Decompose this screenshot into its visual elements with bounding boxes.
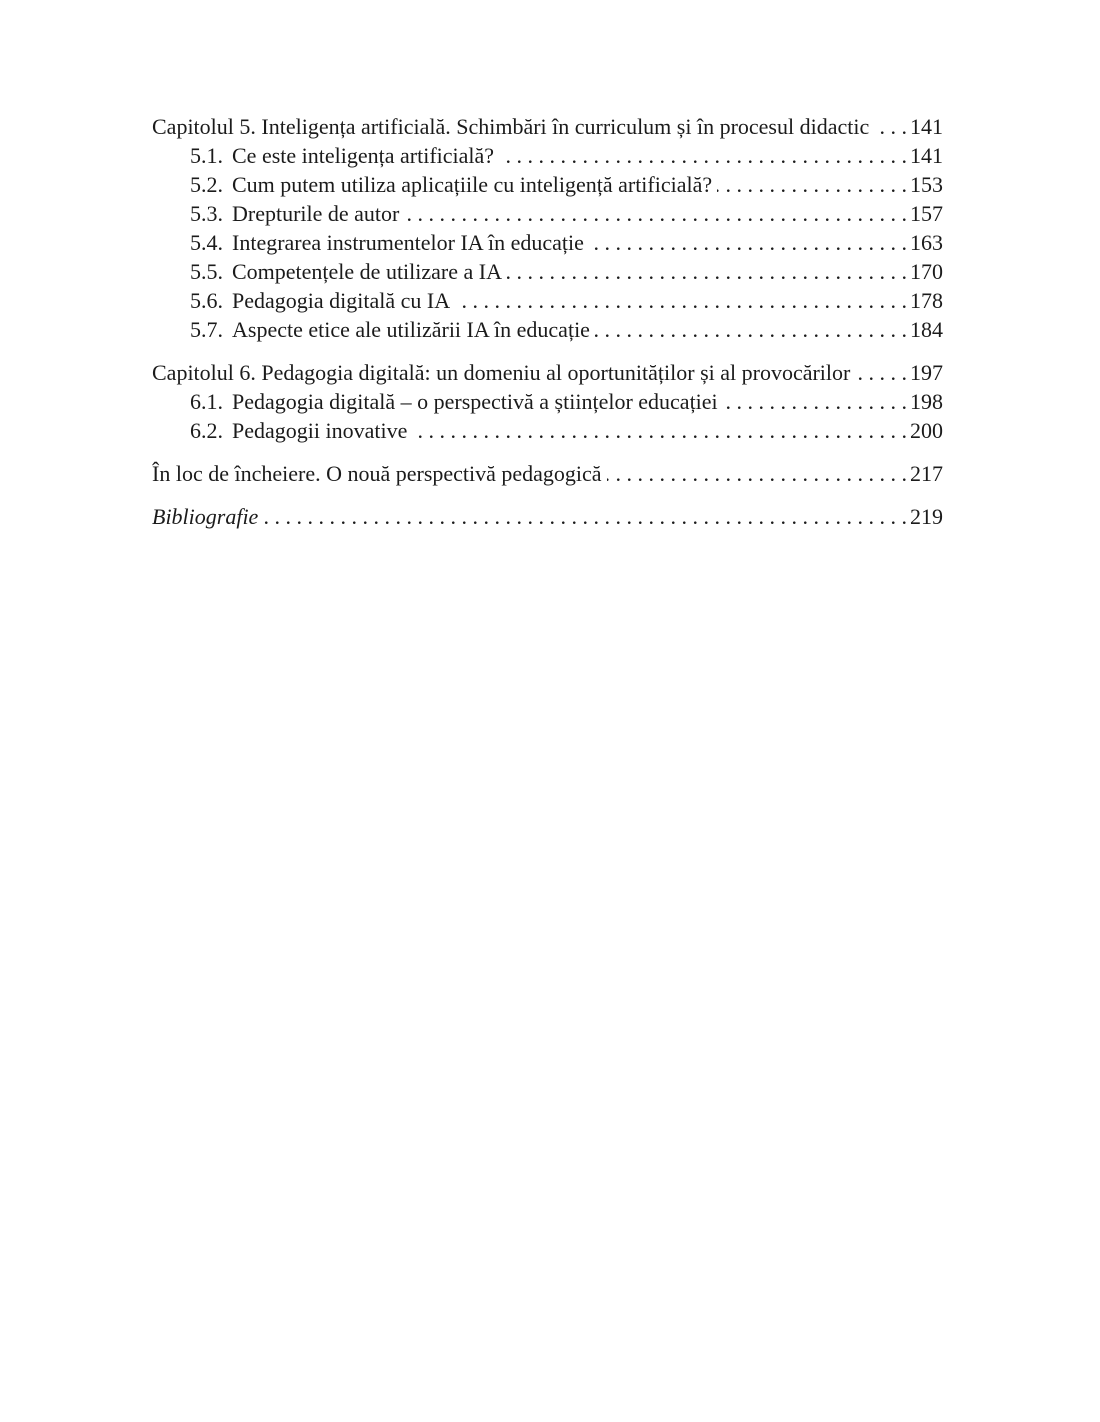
toc-leader-dots bbox=[595, 315, 907, 344]
toc-section-row bbox=[152, 199, 943, 228]
toc-leader-dots bbox=[499, 141, 907, 170]
toc-leader-dots bbox=[404, 199, 907, 228]
toc-entry-number: 5.5. bbox=[190, 259, 223, 284]
toc-entry-number: 5.3. bbox=[190, 201, 223, 226]
toc-entry-page: 219 bbox=[910, 504, 943, 529]
toc-entry-page: 163 bbox=[910, 230, 943, 255]
toc-entry-number: 6.2. bbox=[190, 418, 223, 443]
toc-entry-page: 141 bbox=[910, 143, 943, 168]
toc-chapter-row bbox=[152, 112, 943, 141]
toc-leader-dots bbox=[412, 416, 907, 445]
toc-entry-page: 200 bbox=[910, 418, 943, 443]
toc-leader-dots bbox=[263, 502, 907, 531]
toc-leader-dots bbox=[855, 358, 907, 387]
toc-list bbox=[152, 112, 943, 531]
toc-entry-title: Ce este inteligența artificială? bbox=[232, 143, 495, 168]
toc-entry-title: Aspecte etice ale utilizării IA în educație bbox=[232, 317, 590, 342]
toc-entry-number: 5.4. bbox=[190, 230, 223, 255]
toc-section-row bbox=[152, 315, 943, 344]
toc-leader-dots bbox=[874, 112, 907, 141]
toc-section-row bbox=[152, 387, 943, 416]
toc-section-row bbox=[152, 228, 943, 257]
toc-entry-page: 178 bbox=[910, 288, 943, 313]
toc-entry-number: 5.7. bbox=[190, 317, 223, 342]
toc-entry-page: 198 bbox=[910, 389, 943, 414]
toc-leader-dots bbox=[455, 286, 907, 315]
toc-section-row bbox=[152, 141, 943, 170]
toc-entry-title: Competențele de utilizare a IA bbox=[232, 259, 502, 284]
toc-entry-page: 217 bbox=[910, 461, 943, 486]
toc-entry-title: Capitolul 6. Pedagogia digitală: un domeniu al oportunităților și al provocărilor bbox=[152, 360, 851, 385]
toc-entry-title: Cum putem utiliza aplicațiile cu inteligență artificială? bbox=[232, 172, 713, 197]
toc-entry-number: 5.6. bbox=[190, 288, 223, 313]
toc-entry-title: Pedagogia digitală – o perspectivă a științelor educației bbox=[232, 389, 718, 414]
toc-entry-title: Pedagogia digitală cu IA bbox=[232, 288, 451, 313]
toc-entry-page: 153 bbox=[910, 172, 943, 197]
toc-entry-page: 184 bbox=[910, 317, 943, 342]
toc-section-row bbox=[152, 257, 943, 286]
toc-section-row bbox=[152, 170, 943, 199]
toc-chapter-row bbox=[152, 502, 943, 531]
toc-entry-title: Pedagogii inovative bbox=[232, 418, 408, 443]
toc-entry-title: În loc de încheiere. O nouă perspectivă pedagogică bbox=[152, 461, 602, 486]
toc-leader-dots bbox=[589, 228, 907, 257]
toc-entry-number: 5.2. bbox=[190, 172, 223, 197]
toc-entry-title: Drepturile de autor bbox=[232, 201, 400, 226]
toc-entry-page: 170 bbox=[910, 259, 943, 284]
toc-chapter-row bbox=[152, 358, 943, 387]
toc-chapter-row bbox=[152, 459, 943, 488]
toc-entry-page: 157 bbox=[910, 201, 943, 226]
toc-leader-dots bbox=[717, 170, 907, 199]
toc-section-row bbox=[152, 416, 943, 445]
toc-entry-title: Integrarea instrumentelor IA în educație bbox=[232, 230, 584, 255]
toc-entry-title: Capitolul 5. Inteligența artificială. Schimbări în curriculum și în procesul didactic bbox=[152, 114, 870, 139]
toc-leader-dots bbox=[607, 459, 907, 488]
toc-entry-number: 5.1. bbox=[190, 143, 223, 168]
toc-entry-title: Bibliografie bbox=[152, 504, 259, 529]
toc-leader-dots bbox=[507, 257, 907, 286]
toc-entry-page: 141 bbox=[910, 114, 943, 139]
toc-entry-number: 6.1. bbox=[190, 389, 223, 414]
toc-leader-dots bbox=[723, 387, 907, 416]
toc-section-row bbox=[152, 286, 943, 315]
toc-entry-page: 197 bbox=[910, 360, 943, 385]
